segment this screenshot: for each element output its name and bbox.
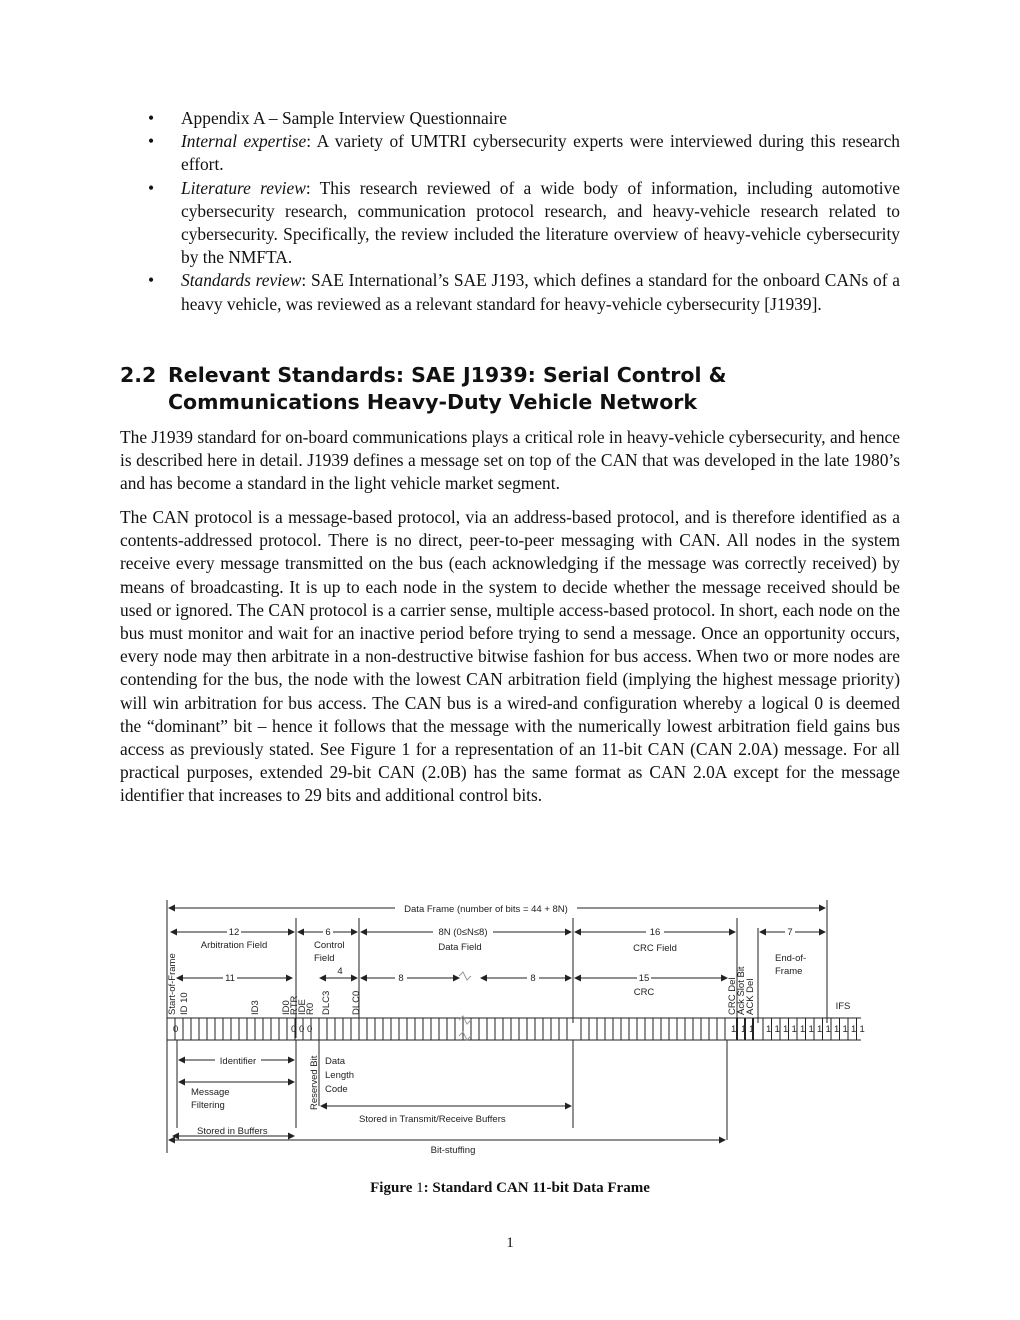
ctrl-count: 6 [325,927,331,938]
arb-name: Arbitration Field [200,940,268,951]
dlc0-label: DLC0 [351,990,362,1015]
figure-caption: Figure 1: Standard CAN 11-bit Data Frame [370,1180,650,1196]
crc-count: 16 [649,927,661,938]
bit-value: 1 [808,1024,814,1035]
page-number: 1 [506,1235,514,1251]
crc-del-label: CRC Del [727,977,738,1015]
bit-value: 1 [834,1024,840,1035]
bit-value: 1 [766,1024,772,1035]
bit-value: 1 [859,1024,865,1035]
id10-label: ID 10 [179,992,190,1015]
arb-count: 12 [228,927,240,938]
bit-value: 0 [173,1024,179,1035]
eof-count: 7 [787,927,793,938]
bit-value: 0 [307,1024,313,1035]
section-number: 2.2 [120,363,157,387]
id0-label: ID0 [281,1000,292,1015]
dlc-label: Code [325,1084,348,1095]
bullet-item: • Literature review: This research reviewed of a wide body of information, including automotive cybersecurity research, communication protocol research, and heavy-vehicle research related to cybersecurity. Specifically, the review included the literature overview of heavy-vehicle cybersecurity by the NMFTA. [148,177,900,270]
bit-value: 0 [299,1024,305,1035]
frame-title: Data Frame (number of bits = 44 + 8N) [404,904,568,915]
bullet-item: • Standards review: SAE International’s SAE J193, which defines a standard for the onboard CANs of a heavy vehicle, was reviewed as a relevant standard for heavy-vehicle cybersecurity [J1939]. [148,269,900,315]
bit-value: 1 [749,1024,755,1035]
crc-label: CRC [633,987,655,998]
bit-value: 1 [851,1024,857,1035]
method-bullet-list [148,107,900,316]
crc-name: CRC Field [633,943,677,954]
eof-name: End-of- [775,953,807,964]
id3-label: ID3 [250,1000,261,1015]
rtr-label: RTR [289,995,300,1015]
bit-value: 1 [800,1024,806,1035]
bit-value: 1 [791,1024,797,1035]
id-count: 11 [225,973,235,984]
filter-label: Message [191,1087,230,1098]
dlc-label: Data [325,1056,346,1067]
dlc3-label: DLC3 [321,990,332,1015]
can-data-frame-diagram [163,898,863,1163]
body-paragraph: The CAN protocol is a message-based protocol, via an address-based protocol, and is therefore identified as a contents-addressed protocol. There is no direct, peer-to-peer messaging with CAN. All nodes in the system receive every message transmitted on the bus (each acknowledging if the message was correctly received) by means of broadcasting. It is up to each node in the system to decide whether the message received should be used or ignored. The CAN protocol is a carrier sense, multiple access-based protocol. In short, each node on the bus must monitor and wait for an inactive period before trying to send a message. Once an opportunity occurs, every node may then arbitrate in a non-destructive bitwise fashion for bus access. When two or more nodes are contending for the bus, the node with the lowest CAN arbitration field (implying the highest message priority) will win arbitration for bus access. The CAN bus is a wired-and configuration whereby a logical 0 is deemed the “dominant” bit – hence it follows that the message with the numerically lowest arbitration field gains bus access as previously stated. See Figure 1 for a representation of an 11-bit CAN (CAN 2.0A) message. For all practical purposes, extended 29-bit CAN (2.0B) has the same format as CAN 2.0A except for the message identifier that increases to 29 bits and additional control bits. [120,507,900,806]
bit-value: 0 [291,1024,297,1035]
byte-count: 8 [530,973,536,984]
dlc-count: 4 [337,966,343,977]
filter-label: Filtering [191,1100,225,1111]
r0-label: R0 [305,1002,316,1015]
bit-value: 1 [842,1024,848,1035]
bullet-item: • Appendix A – Sample Interview Questionnaire [148,107,900,130]
byte-count: 8 [398,973,404,984]
bit-value: 1 [731,1024,737,1035]
eof-name: Frame [775,966,803,977]
section-title: Relevant Standards: SAE J1939: Serial Control & Communications Heavy-Duty Vehicle Network [168,363,727,414]
ctrl-name: Control [314,940,345,951]
bullet-item: • Internal expertise: A variety of UMTRI cybersecurity experts were interviewed during this research effort. [148,130,900,176]
ack-slot-label: Ack Slot Bit [736,966,747,1015]
data-count: 8N (0≤N≤8) [438,927,488,938]
ctrl-name: Field [314,953,335,964]
data-name: Data Field [438,942,482,953]
bit-value: 1 [783,1024,789,1035]
bit-value: 1 [825,1024,831,1035]
bit-value: 1 [774,1024,780,1035]
body-paragraph: The J1939 standard for on-board communications plays a critical role in heavy-vehicle cybersecurity, and hence is described here in detail. J1939 defines a message set on top of the CAN that was developed in the late 1980’s and has become a standard in the light vehicle market segment. [120,427,900,494]
ifs-label: IFS [835,1001,851,1012]
stored-buffers-label: Stored in Buffers [197,1126,268,1137]
crc-bit-count: 15 [638,973,650,984]
bit-stuffing-label: Bit-stuffing [430,1145,476,1156]
bit-value: 1 [817,1024,823,1035]
ide-label: IDE [297,999,308,1015]
reserved-bit-label: Reserved Bit [309,1055,320,1110]
sof-label: Start-of-Frame [167,953,178,1015]
stored-txrx-label: Stored in Transmit/Receive Buffers [359,1114,506,1125]
identifier-label: Identifier [219,1056,257,1067]
section-heading [120,362,900,416]
dlc-label: Length [325,1070,355,1081]
ack-del-label: ACK Del [745,978,756,1015]
bit-value: 1 [741,1024,747,1035]
